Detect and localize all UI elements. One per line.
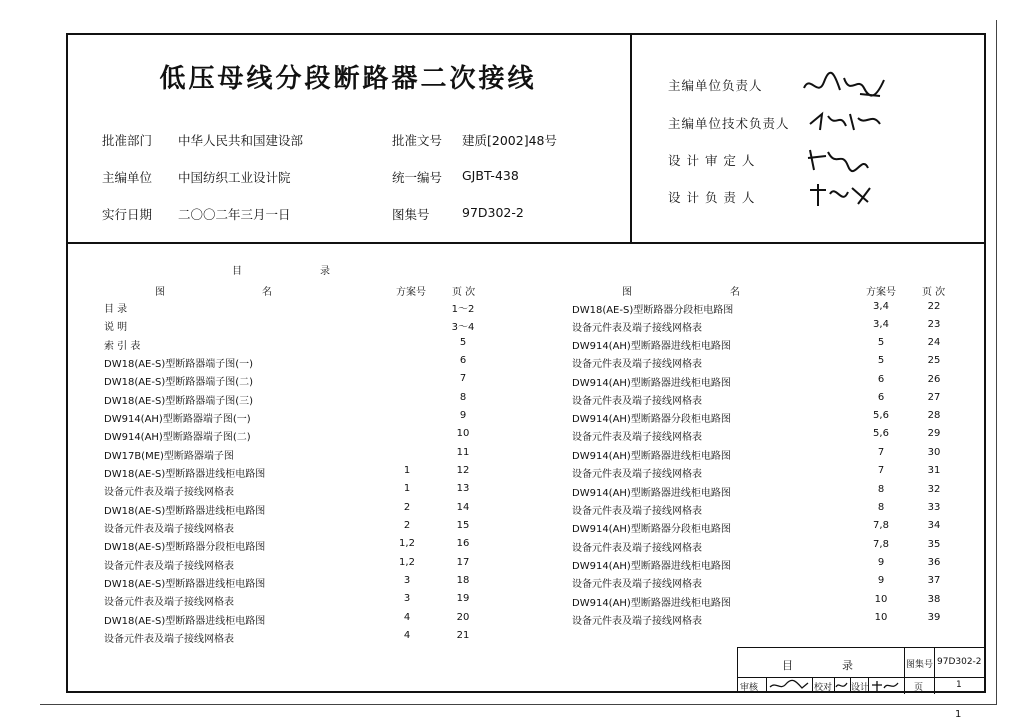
toc-left-row-13-page: 15 <box>456 520 470 531</box>
toc-left-row-11-page: 13 <box>456 483 470 494</box>
signature-4-image <box>806 180 876 210</box>
signature-3-image <box>804 144 874 174</box>
toc-right-row-2-scheme: 3,4 <box>873 319 889 330</box>
toc-right-row-10-page: 31 <box>927 465 941 476</box>
title-block-vline-2 <box>934 648 935 694</box>
signature-role-tech-chief: 主编单位技术负责人 <box>668 116 790 131</box>
toc-left-row-12-scheme: 2 <box>403 502 411 513</box>
toc-right-row-4-name: 设备元件表及端子接线网格表 <box>572 359 702 370</box>
title-block-divider <box>738 677 985 678</box>
toc-left-row-12-name: DW18(AE-S)型断路器进线柜电路图 <box>104 506 266 517</box>
toc-left-row-19-name: 设备元件表及端子接线网格表 <box>104 634 234 645</box>
toc-left-row-3-page: 5 <box>459 337 467 348</box>
title-block-design-label: 设计 <box>851 683 870 693</box>
toc-left-row-1-name: 目 录 <box>104 304 128 315</box>
signature-role-design-lead: 设 计 负 责 人 <box>668 190 756 205</box>
toc-right-row-2-page: 23 <box>927 319 941 330</box>
toc-left-row-15-name: 设备元件表及端子接线网格表 <box>104 561 234 572</box>
title-block-vline-1 <box>904 648 905 694</box>
right-col-header-figure: 图 <box>622 287 632 298</box>
toc-right-row-5-name: DW914(AH)型断路器进线柜电路图 <box>572 378 731 389</box>
toc-right-row-10-name: 设备元件表及端子接线网格表 <box>572 469 702 480</box>
editor-unit-value: 中国纺织工业设计院 <box>178 170 291 185</box>
right-col-header-scheme: 方案号 <box>866 287 896 298</box>
toc-right-row-8-page: 29 <box>927 428 941 439</box>
title-block-check-label: 校对 <box>814 683 833 693</box>
sheet-trim-right <box>996 20 997 704</box>
effective-date-value: 二〇〇二年三月一日 <box>178 207 291 222</box>
toc-left-row-4-page: 6 <box>459 355 467 366</box>
toc-right-row-7-page: 28 <box>927 410 941 421</box>
toc-right-row-8-scheme: 5,6 <box>873 428 889 439</box>
toc-right-row-6-page: 27 <box>927 392 941 403</box>
toc-left-row-3-name: 索 引 表 <box>104 341 141 352</box>
toc-right-row-15-page: 36 <box>927 557 941 568</box>
toc-right-row-9-scheme: 7 <box>877 447 885 458</box>
title-block-review-signature <box>768 679 810 692</box>
toc-right-row-17-name: DW914(AH)型断路器进线柜电路图 <box>572 598 731 609</box>
atlas-no-value: 97D302-2 <box>462 205 524 220</box>
right-col-header-name: 名 <box>730 287 740 298</box>
unified-no-label: 统一编号 <box>392 170 443 185</box>
title-block-name-right: 录 <box>842 659 853 672</box>
toc-left-row-5-page: 7 <box>459 373 467 384</box>
toc-left-row-13-scheme: 2 <box>403 520 411 531</box>
toc-left-row-2-name: 说 明 <box>104 322 128 333</box>
signature-1-image <box>800 68 890 104</box>
title-block-vline-4 <box>812 677 813 693</box>
toc-left-row-11-name: 设备元件表及端子接线网格表 <box>104 487 234 498</box>
toc-right-row-3-name: DW914(AH)型断路器进线柜电路图 <box>572 341 731 352</box>
toc-left-row-9-page: 11 <box>456 447 470 458</box>
toc-left-row-12-page: 14 <box>456 502 470 513</box>
approval-no-label: 批准文号 <box>392 133 443 148</box>
toc-right-row-16-page: 37 <box>927 575 941 586</box>
approval-dept-label: 批准部门 <box>102 133 153 148</box>
toc-left-row-15-scheme: 1,2 <box>399 557 415 568</box>
toc-right-row-7-name: DW914(AH)型断路器分段柜电路图 <box>572 414 731 425</box>
toc-right-row-5-page: 26 <box>927 374 941 385</box>
signature-role-design-reviewer: 设 计 审 定 人 <box>668 153 756 168</box>
toc-left-row-14-name: DW18(AE-S)型断路器分段柜电路图 <box>104 542 266 553</box>
title-block-page-value: 1 <box>956 680 962 690</box>
approval-dept-value: 中华人民共和国建设部 <box>178 133 304 148</box>
unified-no-value: GJBT-438 <box>462 168 519 183</box>
toc-left-row-18-name: DW18(AE-S)型断路器进线柜电路图 <box>104 616 266 627</box>
toc-right-row-13-scheme: 7,8 <box>873 520 889 531</box>
toc-right-row-16-scheme: 9 <box>877 575 885 586</box>
toc-right-row-11-scheme: 8 <box>877 484 885 495</box>
toc-right-row-13-name: DW914(AH)型断路器分段柜电路图 <box>572 524 731 535</box>
toc-right-row-1-page: 22 <box>927 301 941 312</box>
approval-no-value: 建质[2002]48号 <box>462 133 557 148</box>
toc-right-row-8-name: 设备元件表及端子接线网格表 <box>572 432 702 443</box>
toc-right-row-14-scheme: 7,8 <box>873 539 889 550</box>
toc-right-row-3-page: 24 <box>927 337 941 348</box>
toc-right-row-3-scheme: 5 <box>877 337 885 348</box>
toc-right-row-18-scheme: 10 <box>874 612 888 623</box>
toc-right-row-11-name: DW914(AH)型断路器进线柜电路图 <box>572 488 731 499</box>
toc-right-row-1-name: DW18(AE-S)型断路器分段柜电路图 <box>572 305 734 316</box>
toc-left-row-16-name: DW18(AE-S)型断路器进线柜电路图 <box>104 579 266 590</box>
toc-right-row-4-page: 25 <box>927 355 941 366</box>
toc-left-row-2-page: 3～4 <box>451 322 475 333</box>
toc-left-row-8-name: DW914(AH)型断路器端子图(二) <box>104 432 251 443</box>
toc-left-row-4-name: DW18(AE-S)型断路器端子图(一) <box>104 359 254 370</box>
title-block-review-label: 审核 <box>740 683 759 693</box>
toc-right-row-7-scheme: 5,6 <box>873 410 889 421</box>
toc-right-row-18-page: 39 <box>927 612 941 623</box>
toc-title-right: 录 <box>320 266 330 277</box>
toc-left-row-6-name: DW18(AE-S)型断路器端子图(三) <box>104 396 254 407</box>
toc-right-row-4-scheme: 5 <box>877 355 885 366</box>
right-col-header-page: 页 次 <box>922 287 946 298</box>
editor-unit-label: 主编单位 <box>102 170 153 185</box>
toc-right-row-6-scheme: 6 <box>877 392 885 403</box>
toc-right-row-17-scheme: 10 <box>874 594 888 605</box>
title-block-atlas-value: 97D302-2 <box>937 657 982 667</box>
toc-left-row-18-page: 20 <box>456 612 470 623</box>
title-block-vline-3 <box>766 677 767 693</box>
toc-right-row-1-scheme: 3,4 <box>873 301 889 312</box>
atlas-no-label: 图集号 <box>392 207 430 222</box>
toc-left-row-1-page: 1～2 <box>451 304 475 315</box>
header-divider-vertical <box>630 33 632 243</box>
toc-right-row-2-name: 设备元件表及端子接线网格表 <box>572 323 702 334</box>
page-title: 低压母线分段断路器二次接线 <box>159 64 537 94</box>
toc-right-row-9-name: DW914(AH)型断路器进线柜电路图 <box>572 451 731 462</box>
toc-left-row-17-name: 设备元件表及端子接线网格表 <box>104 597 234 608</box>
toc-right-row-16-name: 设备元件表及端子接线网格表 <box>572 579 702 590</box>
toc-left-row-7-name: DW914(AH)型断路器端子图(一) <box>104 414 251 425</box>
toc-left-row-5-name: DW18(AE-S)型断路器端子图(二) <box>104 377 254 388</box>
left-col-header-name: 名 <box>262 287 272 298</box>
effective-date-label: 实行日期 <box>102 207 153 222</box>
toc-right-row-14-name: 设备元件表及端子接线网格表 <box>572 543 702 554</box>
signature-role-chief-editor: 主编单位负责人 <box>668 78 763 93</box>
signature-2-image <box>806 106 886 134</box>
title-block-check-signature <box>835 679 849 692</box>
header-divider-horizontal <box>66 242 986 244</box>
toc-right-row-12-name: 设备元件表及端子接线网格表 <box>572 506 702 517</box>
toc-left-row-19-scheme: 4 <box>403 630 411 641</box>
toc-right-row-5-scheme: 6 <box>877 374 885 385</box>
toc-right-row-11-page: 32 <box>927 484 941 495</box>
left-col-header-figure: 图 <box>155 287 165 298</box>
toc-left-row-17-page: 19 <box>456 593 470 604</box>
toc-left-row-18-scheme: 4 <box>403 612 411 623</box>
toc-title-left: 目 <box>232 266 242 277</box>
toc-right-row-10-scheme: 7 <box>877 465 885 476</box>
toc-left-row-17-scheme: 3 <box>403 593 411 604</box>
toc-left-row-19-page: 21 <box>456 630 470 641</box>
toc-right-row-15-scheme: 9 <box>877 557 885 568</box>
toc-left-row-9-name: DW17B(ME)型断路器端子图 <box>104 451 234 462</box>
toc-right-row-12-page: 33 <box>927 502 941 513</box>
toc-left-row-10-name: DW18(AE-S)型断路器进线柜电路图 <box>104 469 266 480</box>
title-block-name-left: 目 <box>782 659 793 672</box>
title-block-design-signature <box>870 679 902 692</box>
toc-right-row-6-name: 设备元件表及端子接线网格表 <box>572 396 702 407</box>
toc-left-row-14-scheme: 1,2 <box>399 538 415 549</box>
toc-right-row-13-page: 34 <box>927 520 941 531</box>
toc-right-row-14-page: 35 <box>927 539 941 550</box>
toc-right-row-15-name: DW914(AH)型断路器进线柜电路图 <box>572 561 731 572</box>
title-block-atlas-label: 图集号 <box>906 660 934 670</box>
toc-right-row-17-page: 38 <box>927 594 941 605</box>
toc-left-row-10-page: 12 <box>456 465 470 476</box>
toc-right-row-18-name: 设备元件表及端子接线网格表 <box>572 616 702 627</box>
toc-left-row-7-page: 9 <box>459 410 467 421</box>
toc-left-row-15-page: 17 <box>456 557 470 568</box>
toc-left-row-8-page: 10 <box>456 428 470 439</box>
title-block-page-label: 页 <box>914 683 924 693</box>
left-col-header-page: 页 次 <box>452 287 476 298</box>
left-col-header-scheme: 方案号 <box>396 287 426 298</box>
toc-left-row-6-page: 8 <box>459 392 467 403</box>
toc-left-row-10-scheme: 1 <box>403 465 411 476</box>
toc-left-row-11-scheme: 1 <box>403 483 411 494</box>
toc-left-row-16-page: 18 <box>456 575 470 586</box>
title-block <box>737 647 986 693</box>
toc-left-row-13-name: 设备元件表及端子接线网格表 <box>104 524 234 535</box>
toc-left-row-16-scheme: 3 <box>403 575 411 586</box>
toc-right-row-12-scheme: 8 <box>877 502 885 513</box>
sheet-trim-bottom <box>40 704 997 705</box>
toc-left-row-14-page: 16 <box>456 538 470 549</box>
toc-right-row-9-page: 30 <box>927 447 941 458</box>
sheet-page-number: 1 <box>955 709 962 720</box>
